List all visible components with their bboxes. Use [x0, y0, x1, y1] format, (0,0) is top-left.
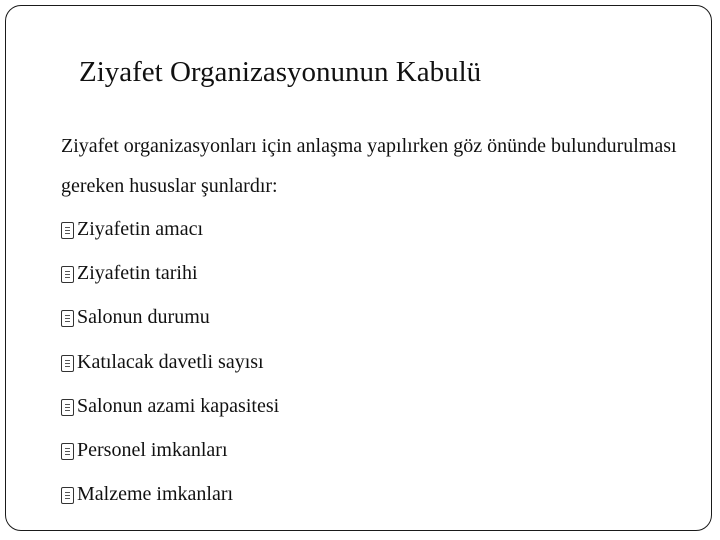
bullet-glyph-icon [61, 355, 74, 372]
list-item-label: Salonun durumu [77, 306, 210, 329]
list-item-label: Katılacak davetli sayısı [77, 350, 264, 373]
slide-title: Ziyafet Organizasyonunun Kabulü [79, 56, 482, 88]
bullet-glyph-icon [61, 399, 74, 416]
list-item [61, 384, 279, 428]
list-item-label: Malzeme imkanları [77, 483, 234, 506]
bullet-list [61, 207, 279, 517]
bullet-glyph-icon [61, 487, 74, 504]
list-item [61, 340, 279, 384]
list-item [61, 473, 279, 517]
list-item-label: Ziyafetin amacı [77, 217, 204, 240]
bullet-glyph-icon [61, 266, 74, 283]
list-item-label: Personel imkanları [77, 439, 228, 462]
list-item [61, 296, 279, 340]
list-item [61, 428, 279, 472]
bullet-glyph-icon [61, 310, 74, 327]
list-item-label: Ziyafetin tarihi [77, 261, 198, 284]
list-item [61, 251, 279, 295]
intro-paragraph: Ziyafet organizasyonları için anlaşma yapılırken göz önünde bulundurulması gereken hususlar şunlardır: [61, 135, 677, 197]
bullet-glyph-icon [61, 222, 74, 239]
list-item [61, 207, 279, 251]
list-item-label: Salonun azami kapasitesi [77, 394, 280, 417]
bullet-glyph-icon [61, 443, 74, 460]
